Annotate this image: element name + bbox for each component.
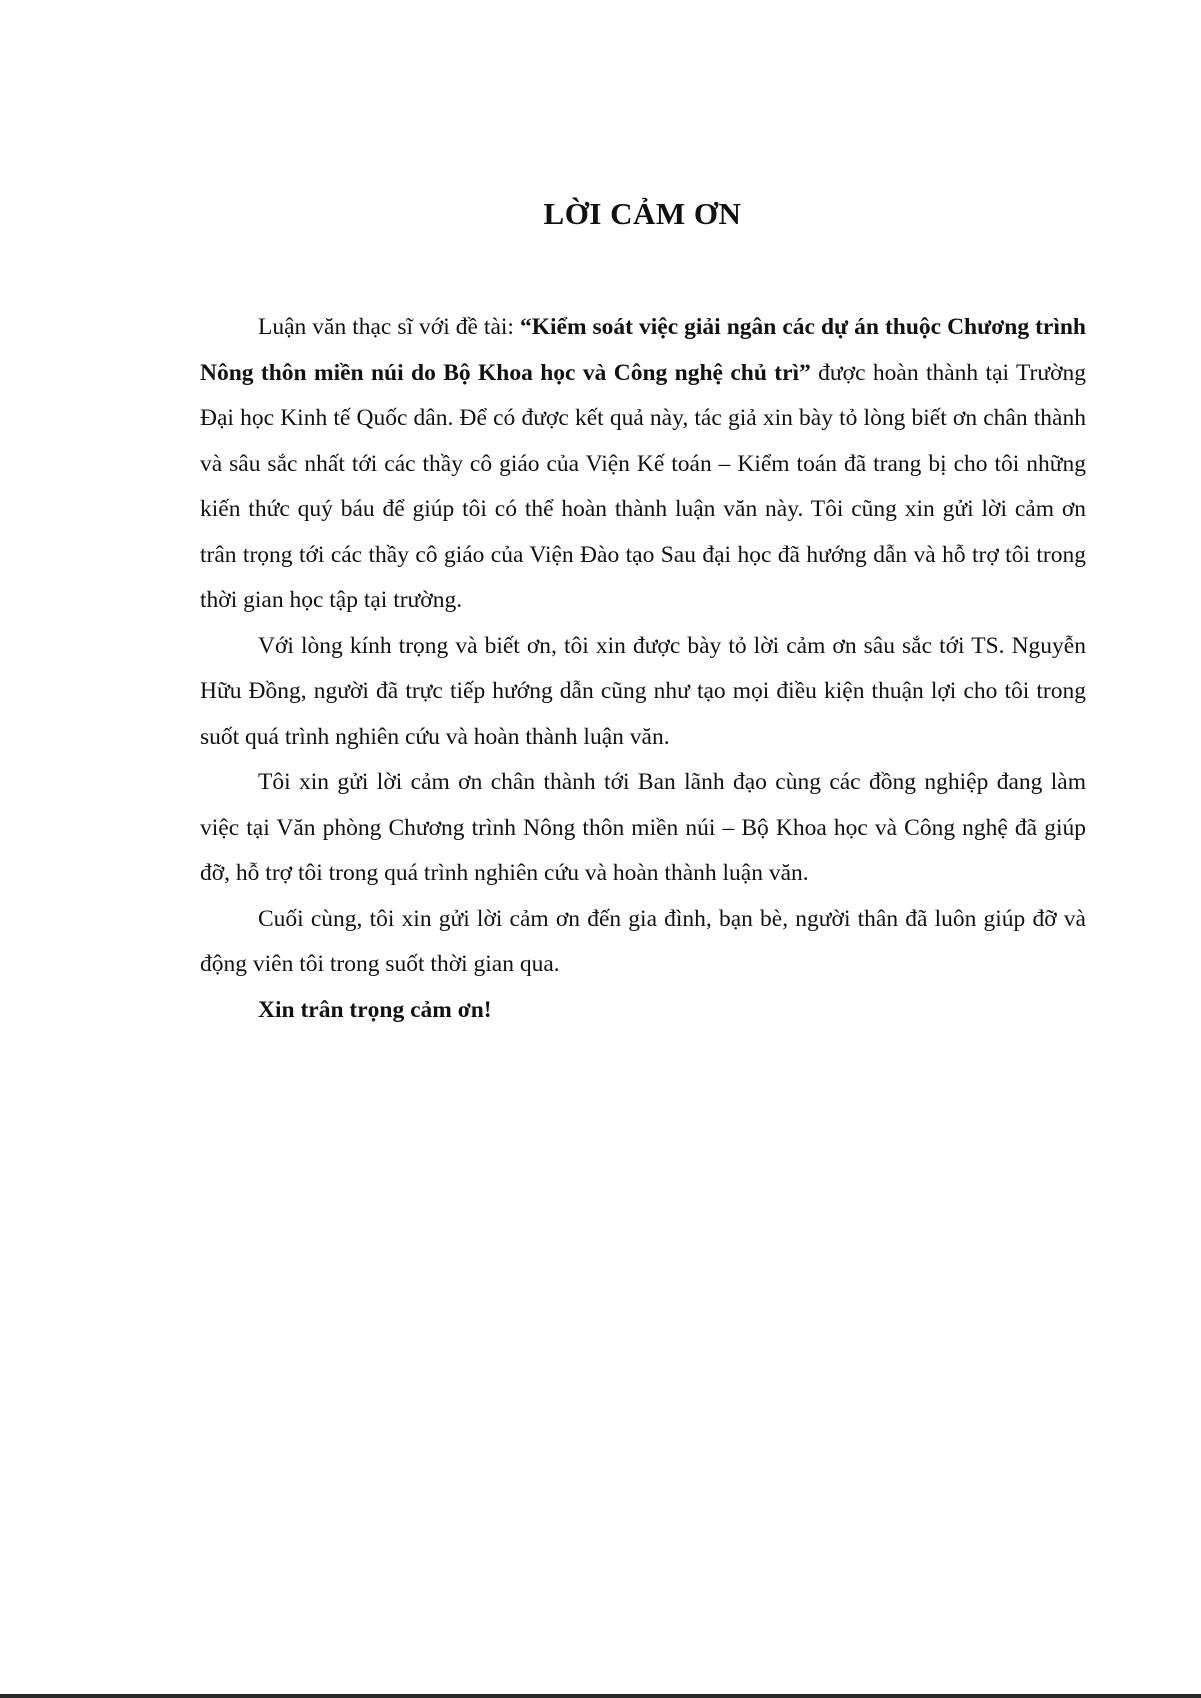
paragraph-intro: Luận văn thạc sĩ với đề tài: — [258, 314, 520, 340]
acknowledgement-body — [200, 305, 1086, 1033]
paragraph-colleagues: Tôi xin gửi lời cảm ơn chân thành tới Ban lãnh đạo cùng các đồng nghiệp đang làm việc tại Văn phòng Chương trình Nông thôn miền núi – Bộ Khoa học và Công nghệ đã giúp đỡ, hỗ trợ tôi trong quá trình nghiên cứu và hoàn thành luận văn. — [200, 769, 1086, 886]
page-title: LỜI CẢM ƠN — [543, 196, 742, 231]
paragraph-family: Cuối cùng, tôi xin gửi lời cảm ơn đến gia đình, bạn bè, người thân đã luôn giúp đỡ và động viên tôi trong suốt thời gian qua. — [200, 905, 1086, 977]
closing-line: Xin trân trọng cảm ơn! — [258, 996, 492, 1023]
paragraph-thesis-rest: được hoàn thành tại Trường Đại học Kinh tế Quốc dân. Để có được kết quả này, tác giả xin bày tỏ lòng biết ơn chân thành và sâu sắc nhất tới các thầy cô giáo của Viện Kế toán – Kiểm toán đã trang bị cho tôi những kiến thức quý báu để giúp tôi có thể hoàn thành luận văn này. Tôi cũng xin gửi lời cảm ơn trân trọng tới các thầy cô giáo của Viện Đào tạo Sau đại học đã hướng dẫn và hỗ trợ tôi trong thời gian học tập tại trường. — [200, 359, 1086, 613]
thesis-title: “Kiểm soát việc giải ngân các dự án thuộc Chương trình Nông thôn miền núi do Bộ Khoa học và Công nghệ chủ trì” — [200, 314, 1086, 386]
bottom-border — [0, 1694, 1201, 1698]
paragraph-thesis — [200, 305, 1086, 624]
paragraph-advisor: Với lòng kính trọng và biết ơn, tôi xin được bày tỏ lời cảm ơn sâu sắc tới TS. Nguyễn Hữu Đồng, người đã trực tiếp hướng dẫn cũng như tạo mọi điều kiện thuận lợi cho tôi trong suốt quá trình nghiên cứu và hoàn thành luận văn. — [200, 632, 1086, 750]
